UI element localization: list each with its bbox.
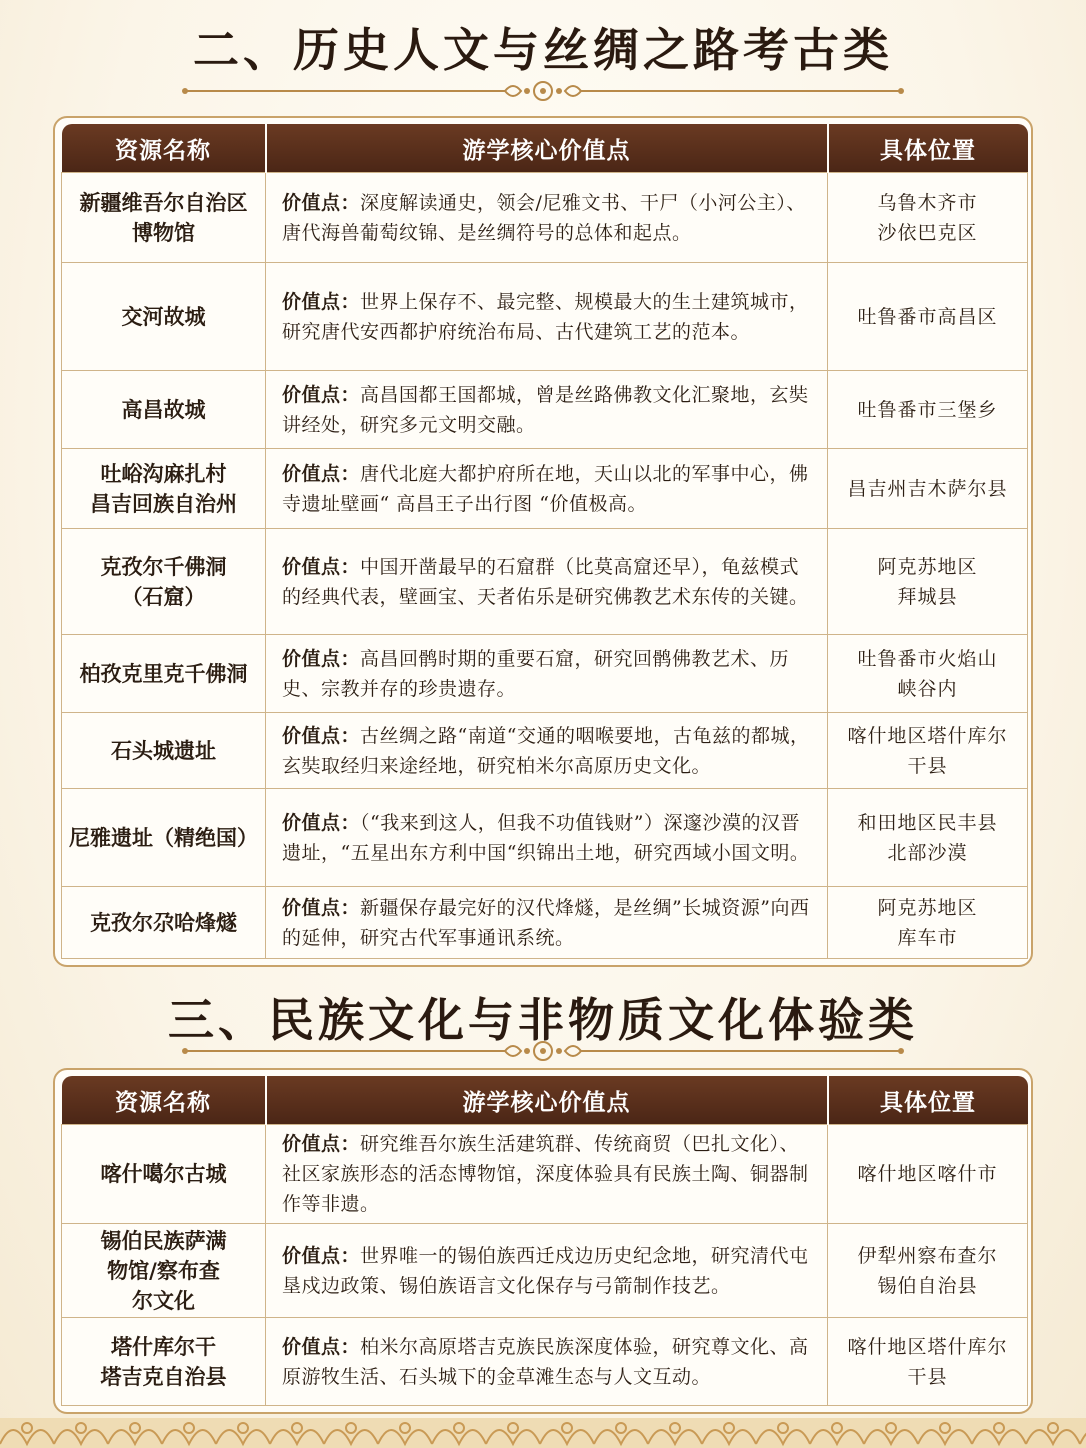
location-cell: 吐鲁番市高昌区 bbox=[828, 263, 1028, 371]
table-row bbox=[62, 1125, 1028, 1224]
table-row bbox=[62, 713, 1028, 789]
table-header-row bbox=[62, 1076, 1028, 1125]
value-text: 高昌国都王国都城，曾是丝路佛教文化汇聚地，玄奘讲经处，研究多元文明交融。 bbox=[282, 383, 809, 436]
value-cell bbox=[266, 1125, 828, 1224]
value-label: 价值点： bbox=[282, 1335, 361, 1358]
location-cell: 吐鲁番市三堡乡 bbox=[828, 371, 1028, 449]
location-cell: 伊犁州察布查尔 锡伯自治县 bbox=[828, 1224, 1028, 1318]
header-value: 游学核心价值点 bbox=[266, 124, 828, 173]
value-cell bbox=[266, 1318, 828, 1406]
value-text: 新疆保存最完好的汉代烽燧，是丝绸”长城资源”向西的延伸，研究古代军事通讯系统。 bbox=[282, 896, 810, 949]
table-row bbox=[62, 1318, 1028, 1406]
table-row bbox=[62, 173, 1028, 263]
resource-name: 锡伯民族萨满 物馆/察布查 尔文化 bbox=[62, 1224, 266, 1318]
table-row bbox=[62, 263, 1028, 371]
ornament-divider-icon bbox=[0, 76, 1086, 106]
value-label: 价值点： bbox=[282, 383, 361, 406]
value-label: 价值点： bbox=[282, 811, 361, 834]
value-text: 唐代北庭大都护府所在地，天山以北的军事中心，佛寺遗址壁画“ 高昌王子出行图 “价值极高。 bbox=[282, 462, 809, 515]
resource-name: 石头城遗址 bbox=[62, 713, 266, 789]
location-cell: 阿克苏地区 库车市 bbox=[828, 887, 1028, 959]
value-label: 价值点： bbox=[282, 1244, 361, 1267]
value-cell bbox=[266, 371, 828, 449]
value-label: 价值点： bbox=[282, 191, 361, 214]
table-header-row bbox=[62, 124, 1028, 173]
resource-name: 高昌故城 bbox=[62, 371, 266, 449]
resource-name: 克孜尔尕哈烽燧 bbox=[62, 887, 266, 959]
location-cell: 乌鲁木齐市 沙依巴克区 bbox=[828, 173, 1028, 263]
header-name: 资源名称 bbox=[62, 124, 266, 173]
value-text: 世界唯一的锡伯族西迁戍边历史纪念地，研究清代屯垦戍边政策、锡伯族语言文化保存与弓箭制作技艺。 bbox=[282, 1244, 809, 1297]
header-location: 具体位置 bbox=[828, 124, 1028, 173]
location-cell: 阿克苏地区 拜城县 bbox=[828, 529, 1028, 635]
value-cell bbox=[266, 263, 828, 371]
table-row bbox=[62, 1224, 1028, 1318]
table-row bbox=[62, 635, 1028, 713]
value-cell bbox=[266, 635, 828, 713]
value-label: 价值点： bbox=[282, 462, 361, 485]
header-location: 具体位置 bbox=[828, 1076, 1028, 1125]
value-text: 研究维吾尔族生活建筑群、传统商贸（巴扎文化）、社区家族形态的活态博物馆，深度体验具有民族土陶、铜器制作等非遗。 bbox=[282, 1133, 809, 1215]
resource-name: 喀什噶尔古城 bbox=[62, 1125, 266, 1224]
resource-name: 柏孜克里克千佛洞 bbox=[62, 635, 266, 713]
location-cell: 喀什地区塔什库尔 干县 bbox=[828, 713, 1028, 789]
value-text: （“我来到这人，但我不功值钱财”）深邃沙漠的汉晋遗址，“五星出东方利中国“织锦出土地，研究西域小国文明。 bbox=[282, 811, 810, 864]
value-cell bbox=[266, 789, 828, 887]
location-cell: 喀什地区塔什库尔 干县 bbox=[828, 1318, 1028, 1406]
resource-name: 尼雅遗址（精绝国） bbox=[62, 789, 266, 887]
value-label: 价值点： bbox=[282, 896, 361, 919]
location-cell: 喀什地区喀什市 bbox=[828, 1125, 1028, 1224]
table-history bbox=[53, 116, 1033, 967]
value-text: 高昌回鹘时期的重要石窟，研究回鹘佛教艺术、历史、宗教并存的珍贵遗存。 bbox=[282, 647, 790, 700]
location-cell: 昌吉州吉木萨尔县 bbox=[828, 449, 1028, 529]
resource-name: 克孜尔千佛洞 （石窟） bbox=[62, 529, 266, 635]
lace-border-icon bbox=[0, 1404, 1086, 1448]
table-row bbox=[62, 789, 1028, 887]
header-value: 游学核心价值点 bbox=[266, 1076, 828, 1125]
value-label: 价值点： bbox=[282, 555, 361, 578]
value-cell bbox=[266, 713, 828, 789]
value-cell bbox=[266, 1224, 828, 1318]
value-label: 价值点： bbox=[282, 290, 361, 313]
value-cell bbox=[266, 173, 828, 263]
value-label: 价值点： bbox=[282, 647, 361, 670]
value-text: 深度解读通史，领会/尼雅文书、干尸（小河公主）、唐代海兽葡萄纹锦、是丝绸符号的总体和起点。 bbox=[282, 191, 806, 244]
value-text: 柏米尔高原塔吉克族民族深度体验，研究尊文化、高原游牧生活、石头城下的金草滩生态与人文互动。 bbox=[282, 1335, 809, 1388]
table-culture bbox=[53, 1068, 1033, 1414]
ornament-divider-icon bbox=[0, 1036, 1086, 1066]
table-row bbox=[62, 371, 1028, 449]
value-text: 古丝绸之路“南道“交通的咽喉要地，古龟兹的都城，玄奘取经归来途经地，研究柏米尔高原历史文化。 bbox=[282, 724, 810, 777]
location-cell: 和田地区民丰县 北部沙漠 bbox=[828, 789, 1028, 887]
resource-name: 新疆维吾尔自治区 博物馆 bbox=[62, 173, 266, 263]
table-row bbox=[62, 887, 1028, 959]
resource-name: 吐峪沟麻扎村 昌吉回族自治州 bbox=[62, 449, 266, 529]
section-title: 二、历史人文与丝绸之路考古类 bbox=[193, 23, 893, 77]
value-text: 中国开凿最早的石窟群（比莫高窟还早），龟兹模式的经典代表，壁画宝、天者佑乐是研究佛教艺术东传的关键。 bbox=[282, 555, 809, 608]
value-label: 价值点： bbox=[282, 1133, 361, 1155]
resource-name: 交河故城 bbox=[62, 263, 266, 371]
section-title: 三、民族文化与非物质文化体验类 bbox=[168, 993, 918, 1047]
header-name: 资源名称 bbox=[62, 1076, 266, 1125]
value-cell bbox=[266, 449, 828, 529]
value-label: 价值点： bbox=[282, 724, 361, 747]
value-cell bbox=[266, 887, 828, 959]
value-cell bbox=[266, 529, 828, 635]
location-cell: 吐鲁番市火焰山 峡谷内 bbox=[828, 635, 1028, 713]
value-text: 世界上保存不、最完整、规模最大的生土建筑城市，研究唐代安西都护府统治布局、古代建筑工艺的范本。 bbox=[282, 290, 809, 343]
table-row bbox=[62, 449, 1028, 529]
table-row bbox=[62, 529, 1028, 635]
resource-name: 塔什库尔干 塔吉克自治县 bbox=[62, 1318, 266, 1406]
